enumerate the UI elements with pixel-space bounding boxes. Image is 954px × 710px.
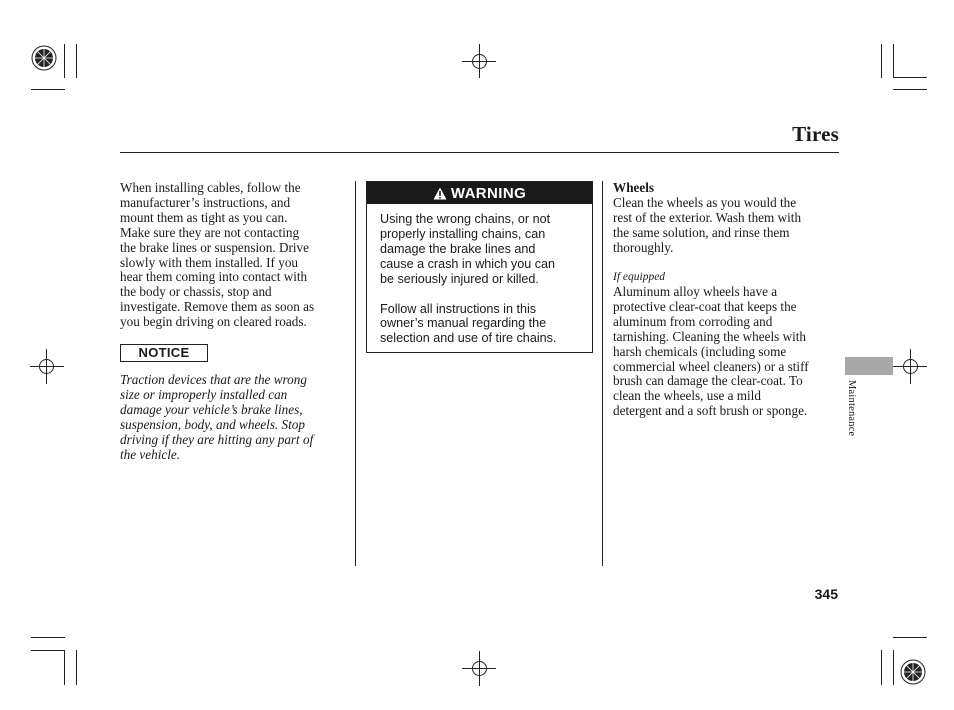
alloy-wheels-paragraph: Aluminum alloy wheels have a protective clear-coat that keeps the aluminum from corroding and tarnishing. Cleaning the wheels with harsh chemicals (including some commercial wheel cleaners) or a stiff brush can damage the clear-coat. To clean the wheels, use a mild detergent and a soft brush or sponge.	[613, 284, 809, 419]
page-number: 345	[814, 586, 838, 602]
notice-label: NOTICE	[120, 344, 208, 362]
section-tab-label: Maintenance	[846, 380, 857, 437]
column-divider-left	[355, 181, 356, 566]
warning-text	[380, 212, 585, 361]
title-rule	[120, 152, 839, 153]
warning-label: WARNING	[450, 184, 527, 202]
warning-header	[367, 182, 592, 204]
wheels-heading: Wheels	[613, 180, 655, 195]
if-equipped-note: If equipped	[613, 271, 666, 283]
warning-triangle-icon	[433, 187, 447, 200]
section-tab-marker	[845, 357, 893, 375]
cables-paragraph: When installing cables, follow the manufacturer’s instructions, and mount them as tight as you can. Make sure they are not contacting the brake lines or suspension. Drive slowly with them installed. If you hear them coming into contact with the body or chassis, stop and investigate. Remove them as soon as you begin driving on cleared roads.	[120, 180, 315, 330]
wheels-paragraph: Clean the wheels as you would the rest of the exterior. Wash them with the same solution, and rinse them thoroughly.	[613, 195, 802, 255]
warning-paragraph: Using the wrong chains, or not properly installing chains, can damage the brake lines and cause a crash in which you can be seriously injured or killed.	[380, 212, 556, 286]
warning-box	[366, 181, 593, 353]
column-divider-right	[602, 181, 603, 566]
warning-paragraph: Follow all instructions in this owner’s manual regarding the selection and use of tire chains.	[380, 301, 557, 346]
page-title: Tires	[792, 122, 839, 146]
notice-text: Traction devices that are the wrong size or improperly installed can damage your vehicle’s brake lines, suspension, body, and wheels. Stop driving if they are hitting any part of the vehicle.	[120, 372, 314, 462]
